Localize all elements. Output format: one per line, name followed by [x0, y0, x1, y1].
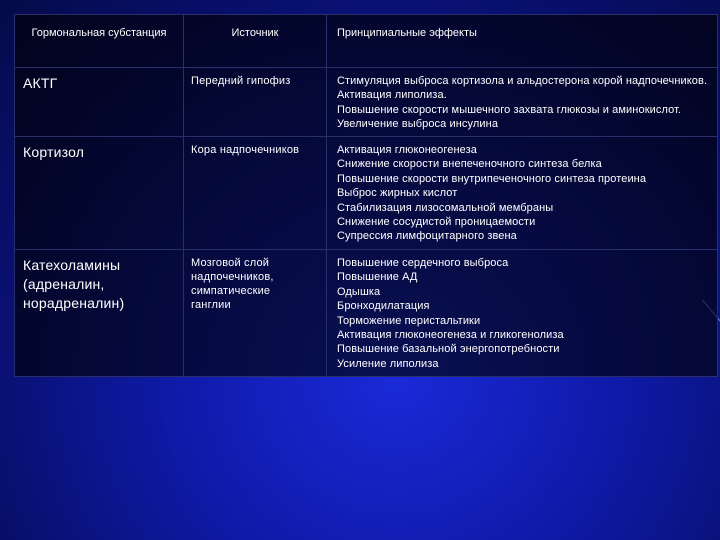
source-text: симпатические	[191, 285, 271, 297]
table-row	[15, 137, 718, 250]
effect-item: Активация липолиза.	[337, 89, 447, 102]
substance-cell	[15, 250, 184, 377]
substance-name: Катехоламины	[23, 257, 121, 273]
table-header-row	[15, 15, 718, 68]
source-text: ганглии	[191, 299, 231, 311]
source-cell	[184, 68, 327, 137]
effect-item: Торможение перистальтики	[337, 314, 481, 327]
effect-item: Активация глюконеогенеза	[337, 144, 477, 156]
header-source: Источник	[184, 15, 327, 68]
effect-item: Активация глюконеогенеза и гликогенолиза	[337, 329, 564, 342]
substance-cell	[15, 137, 184, 250]
header-effects: Принципиальные эффекты	[327, 15, 718, 68]
effects-cell	[327, 250, 718, 377]
source-text: Мозговой слой	[191, 257, 270, 269]
source-cell	[184, 137, 327, 250]
effect-item: Повышение АД	[337, 271, 418, 284]
effect-item: Стимуляция выброса кортизола и альдостерона корой надпочечников.	[337, 75, 708, 87]
source-cell	[184, 250, 327, 377]
effect-item: Одышка	[337, 285, 381, 298]
substance-name: норадреналин)	[23, 295, 125, 311]
source-text: Передний гипофиз	[191, 75, 291, 87]
header-substance: Гормональная субстанция	[15, 15, 184, 68]
source-text: Кора надпочечников	[191, 144, 300, 156]
effect-item: Повышение скорости внутрипеченочного синтеза протеина	[337, 172, 647, 185]
effect-item: Выброс жирных кислот	[337, 187, 458, 200]
effect-item: Увеличение выброса инсулина	[337, 118, 499, 131]
effect-item: Усиление липолиза	[337, 357, 439, 370]
effect-item: Супрессия лимфоцитарного звена	[337, 230, 517, 243]
hormone-table	[14, 14, 718, 377]
substance-name: АКТГ	[23, 75, 58, 91]
effects-cell	[327, 137, 718, 250]
table-row	[15, 68, 718, 137]
effect-item: Повышение сердечного выброса	[337, 257, 509, 269]
substance-name: Кортизол	[23, 144, 85, 160]
substance-name: (адреналин,	[23, 276, 105, 292]
effect-item: Повышение скорости мышечного захвата глюкозы и аминокислот.	[337, 103, 682, 116]
effect-item: Бронходилатация	[337, 300, 430, 313]
effect-item: Стабилизация лизосомальной мембраны	[337, 201, 554, 214]
effects-cell	[327, 68, 718, 137]
table-row	[15, 250, 718, 377]
substance-cell	[15, 68, 184, 137]
source-text: надпочечников,	[191, 271, 274, 283]
effect-item: Повышение базальной энергопотребности	[337, 343, 560, 356]
effect-item: Снижение сосудистой проницаемости	[337, 216, 536, 229]
effect-item: Снижение скорости внепеченочного синтеза белка	[337, 158, 602, 171]
